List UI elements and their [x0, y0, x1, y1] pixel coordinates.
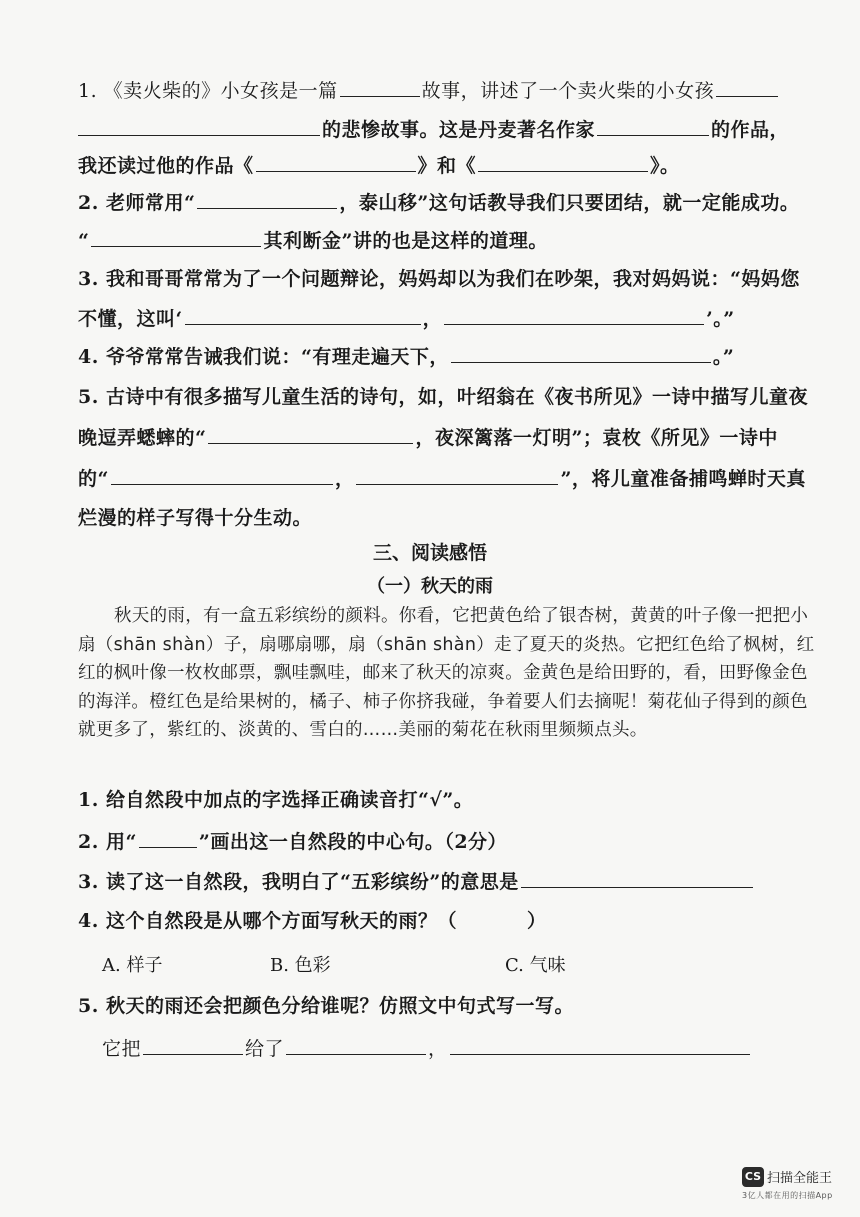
reading-question-1: 1. 给自然段中加点的字选择正确读音打“√”。 [78, 789, 474, 811]
option-c[interactable]: C. 气味 [505, 955, 566, 976]
question-4: 4. 爷爷常常告诫我们说：“有理走遍天下， 。” [78, 346, 735, 368]
option-b[interactable]: B. 色彩 [270, 955, 331, 976]
question-3-line-1: 3. 我和哥哥常常为了一个问题辩论，妈妈却以为我们在吵架，我对妈妈说：“妈妈您 [78, 268, 800, 290]
question-1-line-3: 我还读过他的作品《 》和《 》。 [78, 155, 680, 177]
camscanner-logo-icon: CS [742, 1167, 764, 1187]
reading-passage: 秋天的雨，有一盒五彩缤纷的颜料。你看，它把黄色给了银杏树，黄黄的叶子像一把把小扇（shān shàn）子，扇哪扇哪，扇（shān shàn）走了夏天的炎热。它把红色给了枫树，红红的枫叶像一枚枚邮票，飘哇飘哇，邮来了秋天的凉爽。金黄色是给田野的，看，田野像金色的海洋。橙红色是给果树的，橘子、柿子你挤我碰，争着要人们去摘呢！菊花仙子得到的颜色就更多了，紫红的、淡黄的、雪白的……美丽的菊花在秋雨里频频点头。 [78, 606, 815, 740]
answer-blank[interactable] [597, 117, 709, 136]
answer-blank[interactable] [91, 228, 261, 247]
answer-blank[interactable] [197, 190, 337, 209]
answer-blank[interactable] [478, 153, 648, 172]
answer-blank[interactable] [111, 466, 333, 485]
answer-blank[interactable] [185, 306, 421, 325]
reading-question-3: 3. 读了这一自然段，我明白了“五彩缤纷”的意思是 [78, 869, 820, 894]
reading-question-5-answer: 它把 给了 ， [102, 1036, 820, 1061]
answer-blank[interactable] [78, 117, 320, 136]
answer-blank[interactable] [256, 153, 416, 172]
question-5-line-1: 5. 古诗中有很多描写儿童生活的诗句，如，叶绍翁在《夜书所见》一诗中描写儿童夜 [78, 386, 808, 408]
reading-question-4: 4. 这个自然段是从哪个方面写秋天的雨？（ ） [78, 910, 547, 932]
passage-title: （一）秋天的雨 [367, 576, 493, 597]
reading-question-2: 2. 用“ ”画出这一自然段的中心句。（2分） [78, 831, 508, 853]
scanner-tagline: 3亿人都在用的扫描App [742, 1190, 833, 1200]
option-a[interactable]: A. 样子 [102, 955, 163, 976]
answer-blank[interactable] [286, 1036, 426, 1055]
answer-blank[interactable] [139, 829, 197, 848]
answer-blank[interactable] [521, 869, 753, 888]
question-1-line-2: 的悲惨故事。这是丹麦著名作家 的作品， [78, 117, 820, 142]
answer-blank[interactable] [716, 78, 778, 97]
question-5-line-2: 晚逗弄蟋蟀的“ ，夜深篱落一灯明”；袁枚《所见》一诗中 [78, 427, 778, 449]
scanner-app-name: 扫描全能王 [767, 1171, 833, 1186]
question-5-line-3: 的“ ， ”，将儿童准备捕鸣蝉时天真 [78, 468, 806, 490]
scanner-watermark [742, 1166, 852, 1201]
answer-blank[interactable] [450, 1036, 750, 1055]
answer-blank[interactable] [451, 344, 711, 363]
answer-blank[interactable] [356, 466, 558, 485]
answer-blank[interactable] [444, 306, 704, 325]
reading-question-5: 5. 秋天的雨还会把颜色分给谁呢？仿照文中句式写一写。 [78, 995, 574, 1017]
question-3-line-2: 不懂，这叫‘ ， ’。” [78, 308, 735, 330]
answer-blank[interactable] [143, 1036, 243, 1055]
section-title: 三、阅读感悟 [372, 542, 487, 564]
answer-blank[interactable] [208, 425, 413, 444]
question-5-line-4: 烂漫的样子写得十分生动。 [78, 507, 313, 529]
question-2-line-2: “ 其利断金”讲的也是这样的道理。 [78, 230, 548, 252]
question-2-line-1: 2. 老师常用“ ，泰山移”这句话教导我们只要团结，就一定能成功。 [78, 192, 800, 214]
answer-blank[interactable] [340, 78, 420, 97]
question-1-line-1: 1. 《卖火柴的》小女孩是一篇 故事，讲述了一个卖火柴的小女孩 [78, 78, 820, 103]
